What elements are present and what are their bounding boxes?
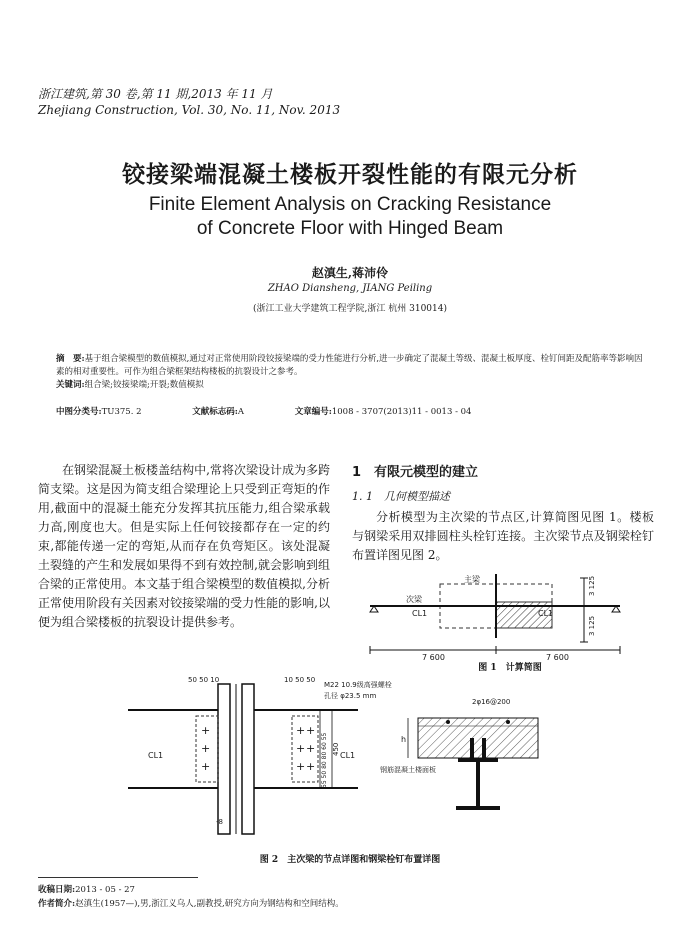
doc-code-label: 文献标志码: [192, 407, 238, 417]
span-right: 7 600 [546, 653, 569, 660]
figure-2-caption: 图 2 主次梁的节点详图和钢梁栓钉布置详图 [259, 855, 441, 865]
label-cl1-left: CL1 [412, 609, 428, 618]
author-bio-label: 作者简介: [38, 899, 76, 909]
slab-dim-h: h [401, 735, 407, 744]
journal-line-en: Zhejiang Construction, Vol. 30, No. 11, Nov. 2013 [38, 103, 341, 117]
svg-text:+: + [306, 760, 316, 773]
title-en-line2: of Concrete Floor with Hinged Beam [196, 218, 504, 239]
dim-top: 3 125 [588, 575, 596, 596]
stud-right-icon [482, 738, 486, 758]
title-en-line1: Finite Element Analysis on Cracking Resistance [148, 194, 552, 215]
journal-line-cn: 浙江建筑,第 30 卷,第 11 期,2013 年 11 月 [38, 87, 273, 101]
affiliation: (浙江工业大学建筑工程学院,浙江 杭州 310014) [253, 304, 447, 314]
height-450: 450 [332, 742, 340, 756]
body-right-column [352, 508, 654, 565]
clc-label: 中图分类号: [56, 407, 102, 417]
label-cl1-right: CL1 [538, 609, 554, 618]
clc-value: TU375. 2 [101, 407, 142, 417]
authors-en: ZHAO Diansheng, JIANG Peiling [267, 283, 433, 294]
article-no-label: 文章编号: [294, 407, 332, 417]
svg-text:+: + [201, 760, 211, 773]
classification-row [56, 405, 644, 417]
journal-header [38, 86, 340, 118]
section-1-1-heading: 1. 1 几何模型描述 [352, 490, 450, 503]
dims-right: 10 50 50 [284, 676, 316, 684]
cl1-left: CL1 [148, 751, 164, 760]
svg-text:+: + [201, 742, 211, 755]
author-bio: 赵滇生(1957—),男,浙江义乌人,副教授,研究方向为钢结构和空间结构。 [75, 899, 344, 909]
figure-1-caption: 图 1 计算简图 [478, 663, 542, 673]
label-secondary-beam: 次梁 [406, 595, 422, 604]
intro-paragraph: 在钢梁混凝土板楼盖结构中,常将次梁设计成为多跨简支梁。这是因为简支组合梁理论上只受到正弯矩的作用,截面中的混凝土能充分发挥其抗压能力,组合梁承载力高,刚度也大。但是实际上任何铰接都存在一定的约束,都能传递一定的弯矩,从而存在负弯矩区。该处混凝土裂缝的产生和发展如果得不到有效控制,就会影响到组合梁的正常使用。本文基于组合梁模型的数值模拟,分析正常使用阶段有关因素对铰接梁端的受力性能的影响,以便为组合梁楼板的抗裂设计提供参考。 [38, 463, 330, 629]
bolt-note-line1: M22 10.9级高强螺栓 [324, 681, 392, 689]
section-1-paragraph: 分析模型为主次梁的节点区,计算简图见图 1。楼板与钢梁采用双排圆柱头栓钉连接。主次梁节点及钢梁栓钉布置详图见图 2。 [352, 510, 654, 562]
svg-text:+: + [296, 724, 306, 737]
footnote [38, 883, 344, 911]
svg-text:+: + [306, 742, 316, 755]
bolt-note-line2: 孔径 φ23.5 mm [324, 692, 377, 700]
svg-text:+: + [306, 724, 316, 737]
article-no-value: 1008 - 3707(2013)11 - 0013 - 04 [331, 407, 472, 417]
cl1-right: CL1 [340, 751, 356, 760]
vertical-dims: 55 50 80 80 60 55 [321, 732, 328, 788]
figure-2-diagram [118, 676, 558, 848]
abstract-label: 摘 要: [56, 354, 85, 364]
body-left-column [38, 461, 330, 632]
abstract [56, 353, 644, 392]
stud-left-icon [470, 738, 474, 758]
svg-text:+: + [201, 724, 211, 737]
svg-text:+: + [296, 742, 306, 755]
dims-left: 50 50 10 [188, 676, 220, 684]
received-label: 收稿日期: [38, 885, 76, 895]
label-main-beam: 主梁 [464, 575, 480, 584]
abstract-text: 基于组合梁模型的数值模拟,通过对正常使用阶段铰接梁端的受力性能进行分析,进一步确定了混凝土等级、混凝土板厚度、栓钉间距及配筋率等影响因素的相对重要性。可作为组合梁框架结构楼板的抗裂设计之参考。 [56, 354, 643, 377]
title-cn: 铰接梁端混凝土楼板开裂性能的有限元分析 [122, 162, 578, 188]
plate-label: -8 [216, 818, 223, 826]
figure-1-diagram [360, 570, 660, 660]
span-left: 7 600 [422, 653, 445, 660]
concrete-slab [418, 718, 538, 758]
main-beam-flange-right [242, 684, 254, 834]
doc-code-value: A [237, 407, 244, 417]
title-en [0, 193, 700, 241]
rebar-label: 2φ16@200 [472, 698, 511, 706]
dim-bottom: 3 125 [588, 615, 596, 636]
keywords-label: 关键词: [56, 380, 85, 390]
received-date: 2013 - 05 - 27 [75, 885, 135, 895]
main-beam-flange-left [218, 684, 230, 834]
slab-label: 钢筋混凝土楼面板 [380, 766, 436, 774]
keywords: 组合梁;铰接梁端;开裂;数值模拟 [84, 380, 204, 390]
footnote-rule [38, 877, 198, 878]
svg-text:+: + [296, 760, 306, 773]
authors-cn: 赵滇生,蒋沛伶 [311, 266, 389, 280]
section-1-heading: 1 有限元模型的建立 [352, 465, 479, 480]
